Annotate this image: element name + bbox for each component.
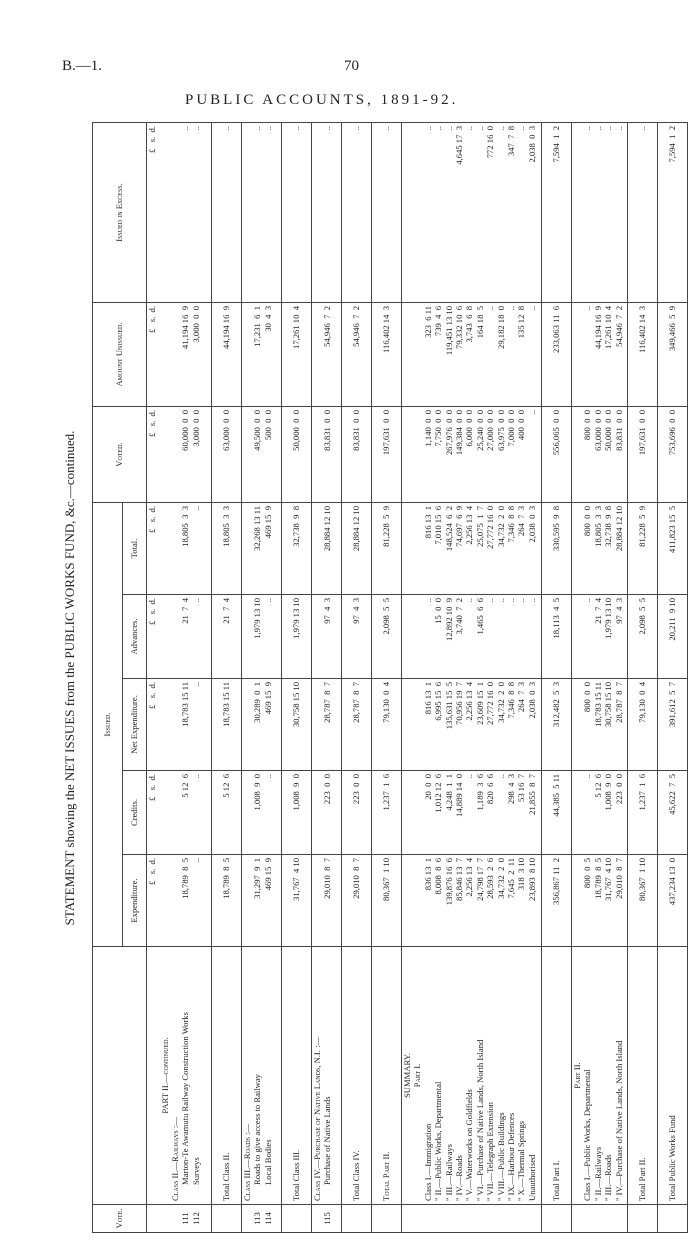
excess-cell: .. <box>282 123 312 303</box>
statement-table <box>92 122 688 1233</box>
voted-cell: 60,000 0 0 3,000 0 0 <box>160 407 212 503</box>
excess-cell: 7,594 1 2 <box>542 123 572 303</box>
credits-cell: 44,385 5 11 <box>542 771 572 855</box>
expenditure-cell: 31,297 9 1 469 15 9 <box>242 855 282 947</box>
description-cell: Part II. Class I.—Public Works, Departmental " II.—Railways " III.—Roads " IV.—Purchase of Native Lands, North Island <box>572 947 628 1205</box>
total-cell: 18,805 3 3 .. <box>160 503 212 595</box>
excess-cell: .. <box>342 123 372 303</box>
net-expenditure-cell: 18,783 15 11 <box>212 679 242 771</box>
statement-caption: STATEMENT showing the NET ISSUES from the PUBLIC WORKS FUND, &c.—continued. <box>62 430 77 926</box>
header-credits: Credits. <box>123 771 147 855</box>
vote-cell <box>282 1205 312 1233</box>
units-label: £ s. d. <box>147 771 160 855</box>
vote-cell <box>342 1205 372 1233</box>
total-cell: 32,268 13 11 469 15 9 <box>242 503 282 595</box>
unissued-cell: 323 6 11 739 4 6 119,451 13 10 79,332 10 6 3,743 6 8 164 18 5 .. 29,182 18 0 .. 135 12 8 .. <box>402 303 542 407</box>
unissued-cell: 54,946 7 2 <box>312 303 342 407</box>
voted-cell: 1,140 0 0 7,750 0 0 267,976 0 0 149,384 0 0 6,000 0 0 25,240 0 0 27,000 0 0 63,975 0 0 7,000 0 0 400 0 0 .. <box>402 407 542 503</box>
net-expenditure-cell: 79,130 0 4 <box>372 679 402 771</box>
description-cell: Total Class II. <box>212 947 242 1205</box>
net-expenditure-cell: 28,787 8 7 <box>342 679 372 771</box>
unissued-cell: 54,946 7 2 <box>342 303 372 407</box>
net-expenditure-cell: 30,758 15 10 <box>282 679 312 771</box>
units-label: £ s. d. <box>147 303 160 407</box>
units-label: £ s. d. <box>147 407 160 503</box>
units-label: £ s. d. <box>147 503 160 595</box>
expenditure-cell: 437,234 13 0 <box>658 855 688 947</box>
table-row <box>312 123 342 1233</box>
total-cell: 32,738 9 8 <box>282 503 312 595</box>
advances-cell: 21 7 4 .. <box>160 595 212 679</box>
expenditure-cell: 29,010 8 7 <box>312 855 342 947</box>
advances-cell: 21 7 4 <box>212 595 242 679</box>
advances-cell: 97 4 3 <box>342 595 372 679</box>
credits-cell: 45,622 7 5 <box>658 771 688 855</box>
expenditure-cell: 356,867 11 2 <box>542 855 572 947</box>
credits-cell: 5 12 6 .. <box>160 771 212 855</box>
page-title: PUBLIC ACCOUNTS, 1891-92. <box>185 92 459 108</box>
vote-cell: 113 114 <box>242 1205 282 1233</box>
vote-cell <box>402 1205 542 1233</box>
table-row <box>658 123 688 1233</box>
units-row-blank <box>147 1205 160 1233</box>
table-row <box>212 123 242 1233</box>
description-cell: Total Part I. <box>542 947 572 1205</box>
net-expenditure-cell: 391,612 5 7 <box>658 679 688 771</box>
description-cell: Class IV.—Purchase of Native Lands, N.I. :— Purchase of Native Lands <box>312 947 342 1205</box>
net-expenditure-cell: 18,783 15 11 .. <box>160 679 212 771</box>
table-row <box>160 123 212 1233</box>
vote-cell <box>572 1205 628 1233</box>
description-cell: Total Class IV. <box>342 947 372 1205</box>
advances-cell: .. 15 0 0 12,892 10 9 3,740 7 2 .. 1,465 6 6 .. .. .. .. .. <box>402 595 542 679</box>
total-cell: 18,805 3 3 <box>212 503 242 595</box>
rotated-statement <box>50 123 680 1233</box>
table-row <box>572 123 628 1233</box>
voted-cell: 83,831 0 0 <box>342 407 372 503</box>
vote-cell <box>372 1205 402 1233</box>
table-row <box>372 123 402 1233</box>
unissued-cell: 233,063 11 6 <box>542 303 572 407</box>
vote-cell: 111 112 <box>160 1205 212 1233</box>
header-voted: Voted. <box>93 407 147 503</box>
advances-cell: .. 21 7 4 1,979 13 10 97 4 3 <box>572 595 628 679</box>
unissued-cell: .. 44,194 16 9 17,261 10 4 54,946 7 2 <box>572 303 628 407</box>
excess-cell: 7,594 1 2 <box>658 123 688 303</box>
header-vote: Vote. <box>93 1205 147 1233</box>
description-cell: PART II.—continued. Class II.—Railways :— Marton-Te Awamutu Railway Construction Works Surveys <box>160 947 212 1205</box>
page-ref: B.—1. <box>62 58 103 74</box>
unissued-cell: 41,194 16 9 3,000 0 0 <box>160 303 212 407</box>
unissued-cell: 17,231 6 1 30 4 3 <box>242 303 282 407</box>
excess-cell: .. .. <box>242 123 282 303</box>
description-cell: Total Part II. <box>372 947 402 1205</box>
table-row <box>282 123 312 1233</box>
credits-cell: 1,237 1 6 <box>628 771 658 855</box>
vote-cell: 115 <box>312 1205 342 1233</box>
page-number: 70 <box>344 58 359 74</box>
advances-cell: 2,098 5 5 <box>628 595 658 679</box>
description-cell: Total Class III. <box>282 947 312 1205</box>
expenditure-cell: 18,789 8 5 .. <box>160 855 212 947</box>
unissued-cell: 116,402 14 3 <box>372 303 402 407</box>
description-cell: Total Public Works Fund <box>658 947 688 1205</box>
vote-cell <box>542 1205 572 1233</box>
excess-cell: .. .. <box>160 123 212 303</box>
table-row <box>242 123 282 1233</box>
total-cell: 28,884 12 10 <box>312 503 342 595</box>
statement-table-container <box>92 123 680 1233</box>
advances-cell: 1,979 13 10 <box>282 595 312 679</box>
advances-cell: 97 4 3 <box>312 595 342 679</box>
units-row-blank <box>147 947 160 1205</box>
credits-cell: 223 0 0 <box>342 771 372 855</box>
excess-cell: .. <box>212 123 242 303</box>
vote-cell <box>658 1205 688 1233</box>
header-unissued: Amount Unissued. <box>93 303 147 407</box>
net-expenditure-cell: 816 13 1 6,995 15 6 135,631 15 5 70,956 19 7 2,256 13 4 23,609 15 1 27,772 16 0 34,732 2 0 7,346 8 8 264 7 3 2,038 0 3 <box>402 679 542 771</box>
advances-cell: 1,979 13 10 .. <box>242 595 282 679</box>
credits-cell: .. 5 12 6 1,008 9 0 223 0 0 <box>572 771 628 855</box>
credits-cell: 223 0 0 <box>312 771 342 855</box>
table-row <box>628 123 658 1233</box>
unissued-cell: 116,402 14 3 <box>628 303 658 407</box>
header-description <box>93 947 147 1205</box>
voted-cell: 197,631 0 0 <box>628 407 658 503</box>
credits-cell: 1,237 1 6 <box>372 771 402 855</box>
unissued-cell: 349,466 5 9 <box>658 303 688 407</box>
credits-cell: 1,008 9 0 .. <box>242 771 282 855</box>
table-row <box>402 123 542 1233</box>
total-cell: 28,884 12 10 <box>342 503 372 595</box>
header-excess: Issued in Excess. <box>93 123 147 303</box>
description-cell: Total Part II. <box>628 947 658 1205</box>
voted-cell: 83,831 0 0 <box>312 407 342 503</box>
header-expenditure: Expenditure. <box>123 855 147 947</box>
voted-cell: 556,065 0 0 <box>542 407 572 503</box>
credits-cell: 20 0 0 1,012 12 6 4,248 1 1 14,889 14 0 .. 1,189 3 6 820 6 6 .. 298 4 3 53 16 7 21,855 8 7 <box>402 771 542 855</box>
voted-cell: 50,000 0 0 <box>282 407 312 503</box>
credits-cell: 1,008 9 0 <box>282 771 312 855</box>
total-cell: 816 13 1 7,010 15 6 148,524 6 2 74,697 6 9 2,256 13 4 25,075 1 7 27,772 16 0 34,732 2 0 7,346 8 8 264 7 3 2,038 0 3 <box>402 503 542 595</box>
voted-cell: 753,696 0 0 <box>658 407 688 503</box>
excess-cell: .. <box>312 123 342 303</box>
unissued-cell: 17,261 10 4 <box>282 303 312 407</box>
advances-cell: 20,211 9 10 <box>658 595 688 679</box>
vote-cell <box>212 1205 242 1233</box>
voted-cell: 800 0 0 63,000 0 0 50,000 0 0 83,831 0 0 <box>572 407 628 503</box>
expenditure-cell: 80,367 1 10 <box>372 855 402 947</box>
credits-cell: 5 12 6 <box>212 771 242 855</box>
units-label: £ s. d. <box>147 595 160 679</box>
voted-cell: 197,631 0 0 <box>372 407 402 503</box>
header-total: Total. <box>123 503 147 595</box>
excess-cell: .. .. .. .. <box>572 123 628 303</box>
advances-cell: 18,113 4 5 <box>542 595 572 679</box>
unissued-cell: 44,194 16 9 <box>212 303 242 407</box>
advances-cell: 2,098 5 5 <box>372 595 402 679</box>
total-cell: 411,823 15 5 <box>658 503 688 595</box>
voted-cell: 49,500 0 0 500 0 0 <box>242 407 282 503</box>
header-issued: Issued. <box>93 503 123 947</box>
expenditure-cell: 29,010 8 7 <box>342 855 372 947</box>
expenditure-cell: 18,789 8 5 <box>212 855 242 947</box>
header-net-expenditure: Net Expenditure. <box>123 679 147 771</box>
header-advances: Advances. <box>123 595 147 679</box>
excess-cell: .. <box>628 123 658 303</box>
units-label: £ s. d. <box>147 123 160 303</box>
excess-cell: .. .. .. 4,645 17 3 .. .. 772 16 0 .. 347 7 8 .. 2,038 0 3 <box>402 123 542 303</box>
units-label: £ s. d. <box>147 679 160 771</box>
expenditure-cell: 836 13 1 8,008 8 6 139,876 16 6 85,846 13 7 2,256 13 4 24,798 17 7 28,593 2 6 34,732 2 0 7,645 2 11 318 3 10 23,893 8 10 <box>402 855 542 947</box>
voted-cell: 63,000 0 0 <box>212 407 242 503</box>
net-expenditure-cell: 30,289 0 1 469 15 9 <box>242 679 282 771</box>
units-label: £ s. d. <box>147 855 160 947</box>
table-row <box>342 123 372 1233</box>
description-cell: Class III.—Roads :— Roads to give access to Railway Local Bodies <box>242 947 282 1205</box>
total-cell: 81,228 5 9 <box>372 503 402 595</box>
net-expenditure-cell: 79,130 0 4 <box>628 679 658 771</box>
total-cell: 330,595 9 8 <box>542 503 572 595</box>
net-expenditure-cell: 800 0 0 18,783 15 11 30,758 15 10 28,787 8 7 <box>572 679 628 771</box>
total-cell: 800 0 0 18,805 3 3 32,738 9 8 28,884 12 10 <box>572 503 628 595</box>
expenditure-cell: 80,367 1 10 <box>628 855 658 947</box>
description-cell: SUMMARY. Part I. Class I.—Immigration " II.—Public Works, Departmental " III.—Railways " IV.—Roads " V.—Waterworks on Goldfields " VI.—Purchase of Native Lands, North Island " VII.—Telegraph Extension " VIII.—Public Buildings " IX.—Harbour Defences " X.—Thermal Springs Unauthorised <box>402 947 542 1205</box>
vote-cell <box>628 1205 658 1233</box>
net-expenditure-cell: 28,787 8 7 <box>312 679 342 771</box>
excess-cell: .. <box>372 123 402 303</box>
expenditure-cell: 800 0 5 18,789 8 5 31,767 4 10 29,010 8 7 <box>572 855 628 947</box>
net-expenditure-cell: 312,482 5 3 <box>542 679 572 771</box>
total-cell: 81,228 5 9 <box>628 503 658 595</box>
table-row <box>542 123 572 1233</box>
expenditure-cell: 31,767 4 10 <box>282 855 312 947</box>
